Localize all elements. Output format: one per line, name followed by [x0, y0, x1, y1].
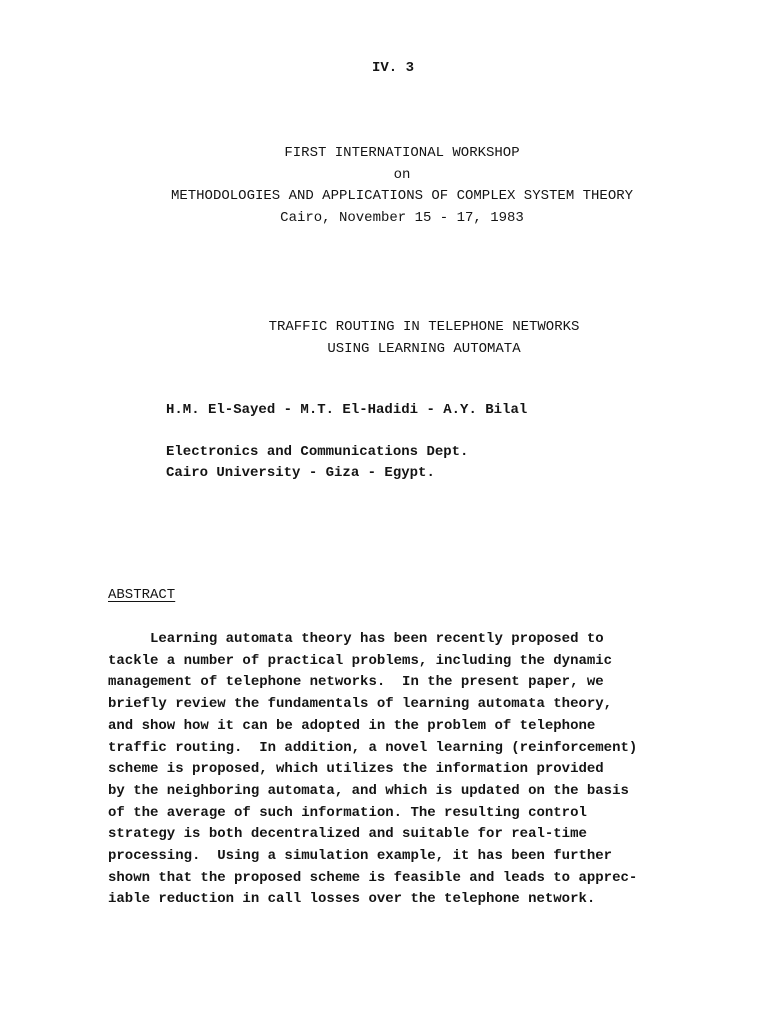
- paper-title-line-2: USING LEARNING AUTOMATA: [327, 340, 521, 357]
- abstract-line: management of telephone networks. In the present paper, we: [108, 674, 604, 691]
- author-list: H.M. El-Sayed - M.T. El-Hadidi - A.Y. Bilal: [166, 402, 528, 418]
- page-number: IV. 3: [371, 60, 414, 76]
- abstract-heading: ABSTRACT: [108, 587, 176, 603]
- abstract-line: shown that the proposed scheme is feasible and leads to apprec-: [108, 869, 638, 886]
- abstract-line: briefly review the fundamentals of learning automata theory,: [108, 696, 613, 713]
- workshop-location-date-line: Cairo, November 15 - 17, 1983: [280, 209, 524, 226]
- author-affiliation: [166, 442, 468, 484]
- workshop-connector-line: on: [393, 166, 411, 183]
- affiliation-university: Cairo University - Giza - Egypt.: [166, 465, 435, 481]
- workshop-theme-line: METHODOLOGIES AND APPLICATIONS OF COMPLEX SYSTEM THEORY: [170, 188, 634, 204]
- affiliation-department: Electronics and Communications Dept.: [166, 444, 469, 460]
- abstract-line: strategy is both decentralized and suitable for real-time: [108, 826, 587, 843]
- abstract-line: tackle a number of practical problems, including the dynamic: [108, 652, 613, 669]
- abstract-line: scheme is proposed, which utilizes the information provided: [108, 761, 604, 778]
- abstract-line: iable reduction in call losses over the telephone network.: [108, 891, 596, 908]
- abstract-line: of the average of such information. The resulting control: [108, 804, 587, 821]
- abstract-body: [108, 629, 637, 911]
- abstract-line: by the neighboring automata, and which is updated on the basis: [108, 782, 629, 799]
- paper-title-line-1: TRAFFIC ROUTING IN TELEPHONE NETWORKS: [268, 319, 580, 335]
- workshop-header: [0, 143, 768, 229]
- workshop-name-line: FIRST INTERNATIONAL WORKSHOP: [284, 145, 520, 161]
- abstract-line: Learning automata theory has been recently proposed to: [108, 631, 604, 647]
- abstract-line: processing. Using a simulation example, it has been further: [108, 848, 613, 865]
- abstract-line: and show how it can be adopted in the problem of telephone: [108, 717, 596, 734]
- paper-title: [0, 317, 768, 360]
- abstract-line: traffic routing. In addition, a novel learning (reinforcement): [108, 739, 638, 756]
